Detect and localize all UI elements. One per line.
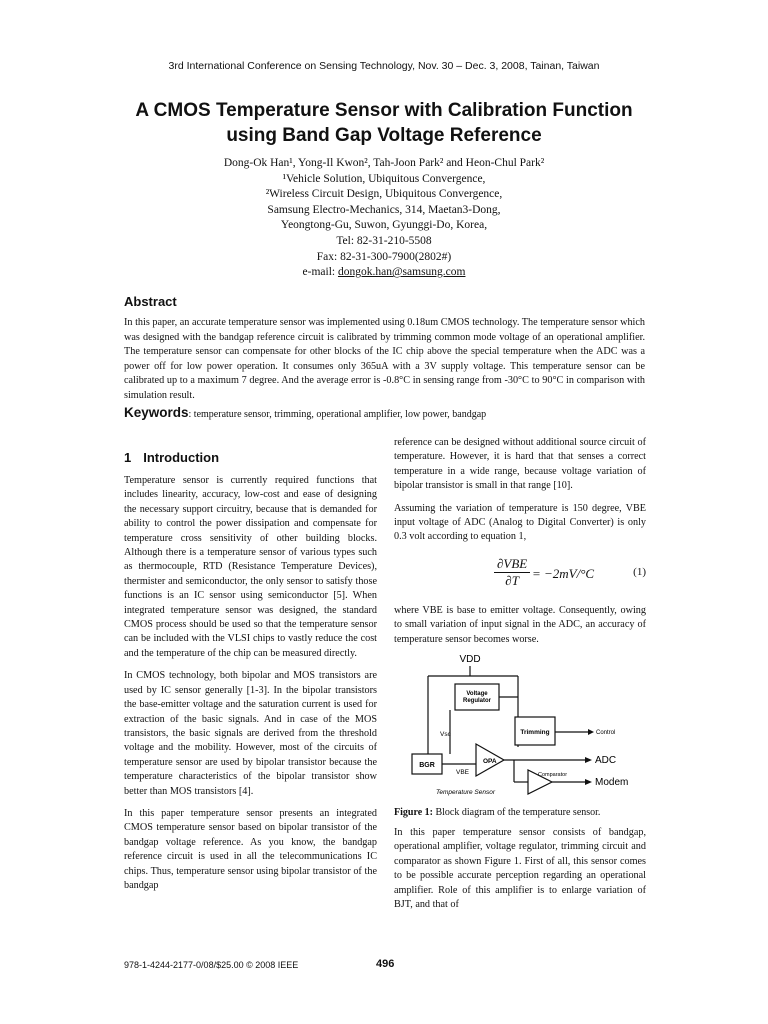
equation-rhs: = −2mV/°C: [532, 566, 595, 581]
telephone: Tel: 82-31-210-5508: [336, 234, 432, 247]
equation-numerator: ∂VBE: [494, 556, 530, 573]
adc-arrow: [585, 757, 592, 763]
equation-number: (1): [633, 566, 646, 578]
author-block: [130, 156, 638, 281]
control-arrow: [588, 729, 594, 735]
paragraph: In this paper temperature sensor consists of bandgap, operational amplifier, voltage regulator, trimming circuit and comparator as shown Figure 1. First of all, this sensor comes to be possible accurate perception regarding an operational amplifier. Role of this amplifier is to enlarge variation of BJT, and that of: [394, 827, 646, 911]
affiliation-2: ²Wireless Circuit Design, Ubiquitous Convergence,: [265, 188, 503, 201]
email-line: [130, 265, 638, 281]
opa-label: OPA: [483, 758, 497, 765]
figure-caption-text: Block diagram of the temperature sensor.: [432, 807, 601, 818]
author-names: Dong-Ok Han¹, Yong-Il Kwon², Tah-Joon Park² and Heon-Chul Park²: [223, 157, 545, 169]
abstract-body: In this paper, an accurate temperature sensor was implemented using 0.18um CMOS technology. The temperature sensor which was designed with the bandgap reference circuit is calibrated by trimming common mode voltage of an operational amplifier. The temperature sensor can compensate for other blocks of the IC chip above the special temperature when the ADC was a power off for low power operation. It consumes only 365uA with a 3V supply voltage. This temperature sensor can be calibrated up to a maximum 7 degree. And the average error is -0.8°C in sensing range from -30°C to 90°C in comparison with simulation result.: [124, 317, 645, 401]
left-column: [124, 474, 377, 901]
organization: Samsung Electro-Mechanics, 314, Maetan3-Dong,: [267, 203, 501, 216]
block-diagram: [400, 652, 640, 800]
copyright-footer: 978-1-4244-2177-0/08/$25.00 © 2008 IEEE: [124, 960, 299, 970]
trimming-label: Trimming: [520, 729, 550, 736]
voltage-regulator-label: Voltage Regulator: [462, 691, 492, 704]
paragraph: Assuming the variation of temperature is 150 degree, VBE input voltage of ADC (Analog to Digital Converter) is only 0.3 volt according to equation 1,: [394, 502, 646, 543]
figure-1: [400, 652, 640, 800]
modem-arrow: [585, 779, 592, 785]
voltage-regulator-block: [455, 684, 499, 710]
vdd-label: VDD: [459, 654, 481, 665]
paragraph: where VBE is base to emitter voltage. Consequently, owing to small variation of input signal in the ADC, an accuracy of temperature sensor becomes worse.: [394, 605, 646, 645]
figure-caption-label: Figure 1:: [394, 807, 433, 818]
adc-label: ADC: [595, 755, 617, 766]
equation-denominator: ∂T: [505, 573, 519, 588]
vsc-label: Vsc: [440, 731, 451, 738]
section-heading: [124, 450, 231, 465]
title-line-1: A CMOS Temperature Sensor with Calibration Function: [135, 100, 633, 121]
control-label: Control: [596, 730, 616, 736]
comparator-label: Comparator: [538, 772, 568, 778]
right-column-final: [394, 826, 646, 920]
email-label: e-mail:: [302, 266, 338, 279]
email-link[interactable]: dongok.han@samsung.com: [337, 266, 466, 279]
affiliation-1: ¹Vehicle Solution, Ubiquitous Convergence,: [282, 172, 486, 185]
fax: Fax: 82-31-300-7900(2802#): [316, 250, 452, 263]
title-line-2: using Band Gap Voltage Reference: [226, 125, 542, 146]
bgr-label: BGR: [419, 762, 435, 769]
right-column: [394, 436, 646, 553]
page-number: 496: [376, 958, 395, 970]
paragraph: In CMOS technology, both bipolar and MOS transistors are used by IC sensor generally [1-3]. In the bipolar transistors the base-emitter voltage and the saturation current is used for extraction of the basic signals. And in case of the MOS transistors, the basic signals are derived from the threshold voltage and the mobility. However, most of the circuits of temperature sensor are used by bipolar transistor because the temperature characteristics of the bipolar transistor show better than MOS transistors [4].: [124, 670, 377, 797]
paragraph: Temperature sensor is currently required functions that includes linearity, accuracy, low-cost and ease of designing the necessary support circuitry, because that is demanded for ability to control the power dissipation and compensate for temperature cross sensitivity of other building blocks. Although there is a temperature sensor of various types such as thermocouple, RTD (Resistance Temperature Devices), thermister and semiconductor, the only sensor to satisfy those functions is an IC sensor using semiconductor [5]. When integrated temperature sensor was designed, the standard CMOS process should be used so that the temperature sensor can be included with the VLSI chips to vastly reduce the cost and the temperature of the chip can be measured directly.: [124, 475, 377, 659]
keywords-text: : temperature sensor, trimming, operational amplifier, low power, bandgap: [188, 409, 487, 420]
modem-label: Modem: [595, 777, 629, 788]
vbe-label: VBE: [456, 769, 470, 776]
sensor-label: Temperature Sensor: [436, 789, 496, 796]
equation-1: [394, 556, 646, 598]
keywords-line: [124, 405, 664, 420]
right-column-continued: [394, 604, 646, 655]
city: Yeongtong-Gu, Suwon, Gyunggi-Do, Korea,: [280, 219, 488, 232]
section-number: 1: [124, 450, 132, 465]
figure-caption: [394, 807, 646, 818]
abstract-heading: Abstract: [124, 294, 177, 309]
section-title: Introduction: [143, 450, 220, 465]
conference-header: 3rd International Conference on Sensing Technology, Nov. 30 – Dec. 3, 2008, Tainan, Taiwan: [168, 60, 600, 72]
paragraph: In this paper temperature sensor presents an integrated CMOS temperature sensor based on bipolar transistor of the bandgap voltage reference. As you know, the bandgap reference circuit is used in all the telecommunications IC chips. Thus, temperature sensor using bipolar transistor of the bandgap: [124, 807, 377, 891]
paragraph: reference can be designed without additional source circuit of temperature. However, it is hard that that senses a correct temperature in a wide range, because voltage variation of bipolar transistor is small in that range [10].: [394, 437, 646, 492]
equation-fraction: [494, 556, 530, 589]
paper-title: [60, 98, 708, 148]
keywords-label: Keywords: [124, 405, 189, 420]
